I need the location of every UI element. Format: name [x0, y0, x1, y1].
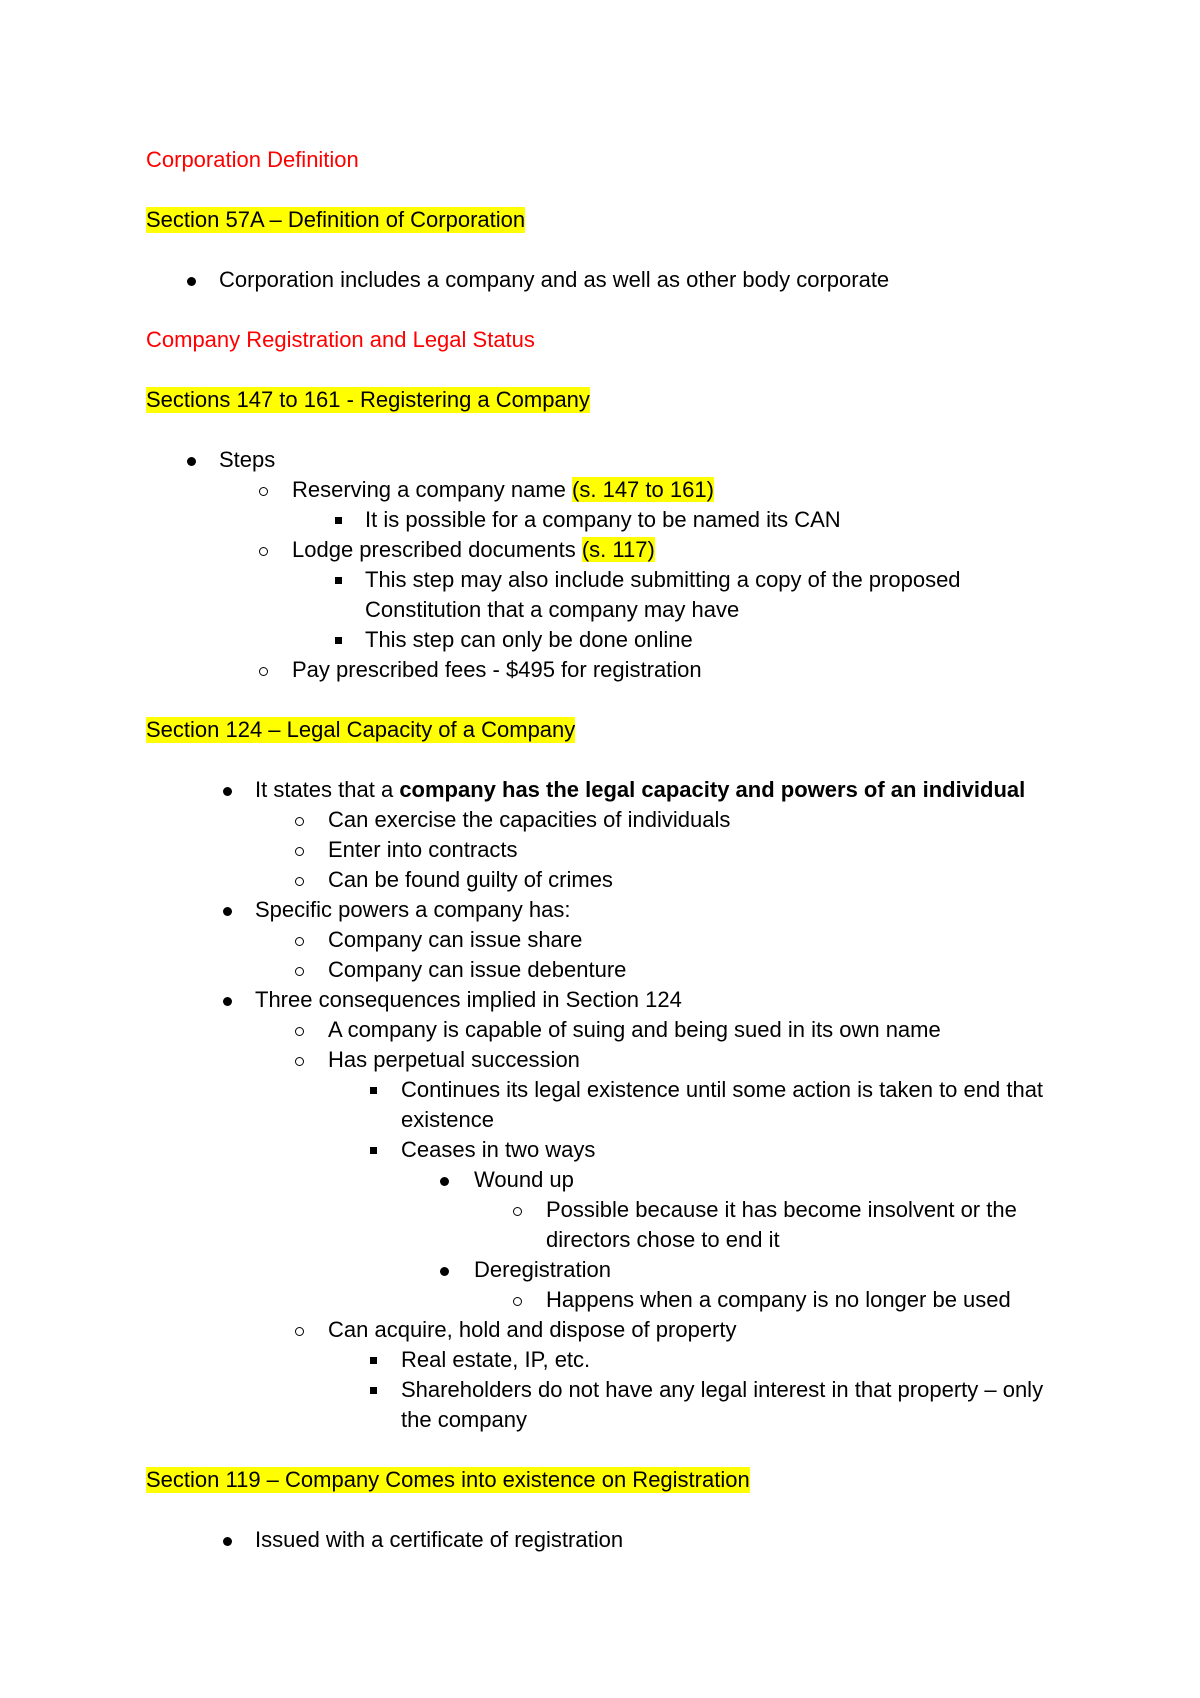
list-item: Issued with a certificate of registration — [255, 1527, 624, 1552]
bullet-disc — [223, 787, 232, 796]
list-item: Possible because it has become insolvent or the — [546, 1197, 1017, 1222]
bullet-circle — [259, 667, 268, 676]
bullet-circle — [295, 937, 304, 946]
bullet-circle — [513, 1297, 522, 1306]
bullet-circle — [295, 877, 304, 886]
list-item: Company can issue debenture — [328, 957, 627, 982]
list-item: Has perpetual succession — [328, 1047, 580, 1072]
section-reference: (s. 147 to 161) — [572, 477, 714, 502]
bullet-circle — [295, 1327, 304, 1336]
list-item: Wound up — [474, 1167, 574, 1192]
bullet-square — [370, 1357, 377, 1364]
bullet-square — [335, 577, 342, 584]
bullet-circle — [259, 487, 268, 496]
list-item — [292, 477, 714, 503]
list-item: A company is capable of suing and being sued in its own name — [328, 1017, 941, 1042]
heading-company-registration: Company Registration and Legal Status — [146, 327, 535, 352]
list-item-continuation: directors chose to end it — [546, 1227, 780, 1252]
list-item: Company can issue share — [328, 927, 583, 952]
section-119-heading: Section 119 – Company Comes into existence on Registration — [146, 1467, 750, 1492]
list-item: Pay prescribed fees - $495 for registration — [292, 657, 702, 682]
bullet-circle — [295, 967, 304, 976]
list-item-continuation: the company — [401, 1407, 527, 1432]
section-57a-heading: Section 57A – Definition of Corporation — [146, 207, 526, 232]
list-item: It is possible for a company to be named its CAN — [365, 507, 841, 532]
bullet-square — [335, 637, 342, 644]
list-item-continuation: existence — [401, 1107, 494, 1132]
bullet-circle — [295, 817, 304, 826]
list-item: Specific powers a company has: — [255, 897, 571, 922]
bullet-disc — [187, 457, 196, 466]
list-item: Shareholders do not have any legal interest in that property – only — [401, 1377, 1044, 1402]
bullet-disc — [440, 1177, 449, 1186]
list-item: Real estate, IP, etc. — [401, 1347, 591, 1372]
bullet-square — [370, 1087, 377, 1094]
bold-text: company has the legal capacity and powers of an individual — [399, 777, 1026, 802]
section-reference: (s. 117) — [581, 537, 655, 562]
list-item: Can be found guilty of crimes — [328, 867, 613, 892]
list-item: This step can only be done online — [365, 627, 693, 652]
list-item: Can acquire, hold and dispose of property — [328, 1317, 737, 1342]
list-item-continuation: Constitution that a company may have — [365, 597, 740, 622]
bullet-square — [370, 1387, 377, 1394]
list-item: Corporation includes a company and as well as other body corporate — [219, 267, 890, 292]
list-item: Three consequences implied in Section 124 — [255, 987, 682, 1012]
list-item: Can exercise the capacities of individuals — [328, 807, 731, 832]
bullet-circle — [295, 1027, 304, 1036]
bullet-disc — [440, 1267, 449, 1276]
bullet-disc — [223, 997, 232, 1006]
list-item-text: It states that a — [255, 777, 400, 802]
list-item — [292, 537, 655, 563]
section-147-heading: Sections 147 to 161 - Registering a Company — [146, 387, 590, 412]
list-item: Deregistration — [474, 1257, 611, 1282]
bullet-circle — [295, 1057, 304, 1066]
section-124-heading: Section 124 – Legal Capacity of a Company — [146, 717, 576, 742]
list-item: Continues its legal existence until some action is taken to end that — [401, 1077, 1044, 1102]
list-item — [255, 777, 1025, 803]
bullet-disc — [187, 277, 196, 286]
bullet-square — [370, 1147, 377, 1154]
bullet-circle — [513, 1207, 522, 1216]
list-item-text: Lodge prescribed documents — [292, 537, 582, 562]
bullet-circle — [259, 547, 268, 556]
heading-corporation-definition: Corporation Definition — [146, 147, 359, 172]
list-item: Happens when a company is no longer be used — [546, 1287, 1011, 1312]
list-item-text: Reserving a company name — [292, 477, 573, 502]
list-item: Ceases in two ways — [401, 1137, 596, 1162]
bullet-disc — [223, 907, 232, 916]
list-item: Steps — [219, 447, 276, 472]
list-item: This step may also include submitting a copy of the proposed — [365, 567, 961, 592]
bullet-circle — [295, 847, 304, 856]
bullet-square — [335, 517, 342, 524]
bullet-disc — [223, 1537, 232, 1546]
list-item: Enter into contracts — [328, 837, 518, 862]
